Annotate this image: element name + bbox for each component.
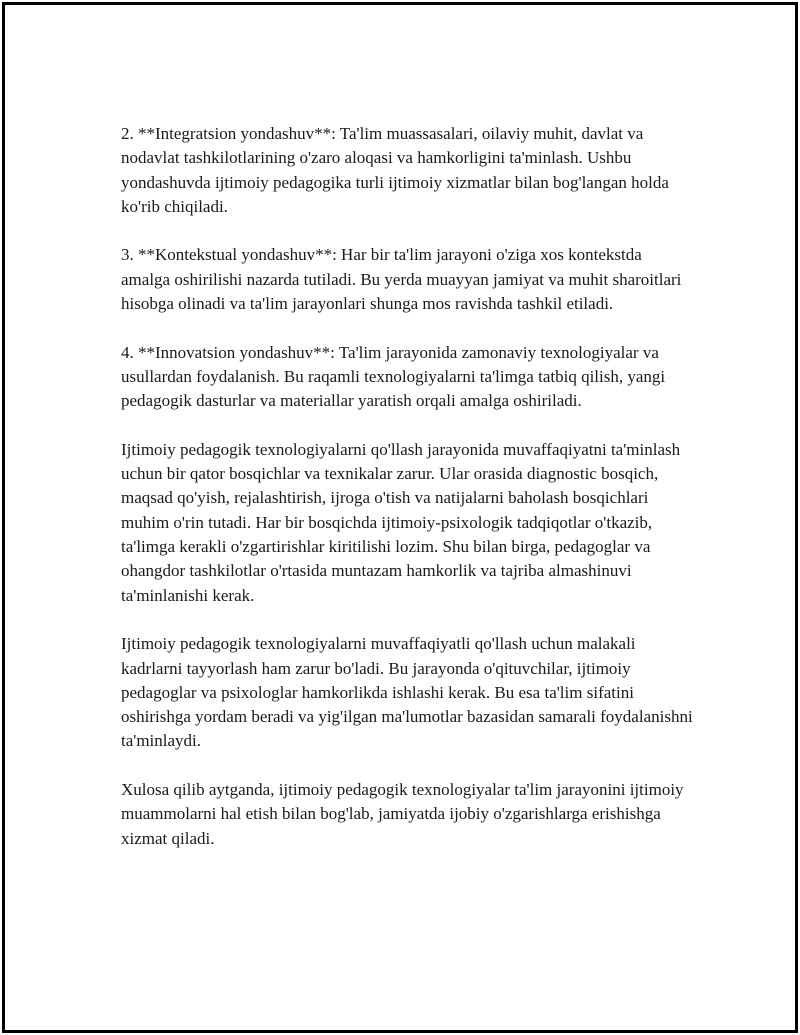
page-frame — [2, 2, 798, 1033]
paragraph-innovatsion: 4. **Innovatsion yondashuv**: Ta'lim jarayonida zamonaviy texnologiyalar va usullardan foydalanish. Bu raqamli texnologiyalarni ta'limga tatbiq qilish, yangi pedagogik dasturlar va materiallar yaratish orqali amalga oshiriladi. — [121, 342, 666, 411]
paragraph-kadrlar: Ijtimoiy pedagogik texnologiyalarni muvaffaqiyatli qo'llash uchun malakali kadrlarni tayyorlash ham zarur bo'ladi. Bu jarayonda o'qituvchilar, ijtimoiy pedagoglar va psixologlar hamkorlikda ishlashi kerak. Bu esa ta'lim sifatini oshirishga yordam beradi va yig'ilgan ma'lumotlar bazasidan samarali foydalanishni ta'minlaydi. — [121, 634, 693, 751]
document-body — [121, 122, 693, 875]
paragraph-integratsion: 2. **Integratsion yondashuv**: Ta'lim muassasalari, oilaviy muhit, davlat va nodavlat tashkilotlarining o'zaro aloqasi va hamkorligini ta'minlash. Ushbu yondashuvda ijtimoiy pedagogika turli ijtimoiy xizmatlar bilan bog'langan holda ko'rib chiqiladi. — [121, 124, 669, 216]
paragraph-xulosa: Xulosa qilib aytganda, ijtimoiy pedagogik texnologiyalar ta'lim jarayonini ijtimoiy muammolarni hal etish bilan bog'lab, jamiyatda ijobiy o'zgarishlarga erishishga xizmat qiladi. — [121, 780, 684, 848]
paragraph-kontekstual: 3. **Kontekstual yondashuv**: Har bir ta'lim jarayoni o'ziga xos kontekstda amalga oshirilishi nazarda tutiladi. Bu yerda muayyan jamiyat va muhit sharoitlari hisobga olinadi va ta'lim jarayonlari shunga mos ravishda tashkil etiladi. — [121, 245, 682, 314]
paragraph-bosqichlar: Ijtimoiy pedagogik texnologiyalarni qo'llash jarayonida muvaffaqiyatni ta'minlash uchun bir qator bosqichlar va texnikalar zarur. Ular orasida diagnostic bosqich, maqsad qo'yish, rejalashtirish, ijroga o'tish va natijalarni baholash bosqichlari muhim o'rin tutadi. Har bir bosqichda ijtimoiy-psixologik tadqiqotlar o'tkazib, ta'limga kerakli o'zgartirishlar kiritilishi lozim. Shu bilan birga, pedagoglar va ohangdor tashkilotlar o'rtasida muntazam hamkorlik va tajriba almashinuvi ta'minlanishi kerak. — [121, 439, 681, 605]
